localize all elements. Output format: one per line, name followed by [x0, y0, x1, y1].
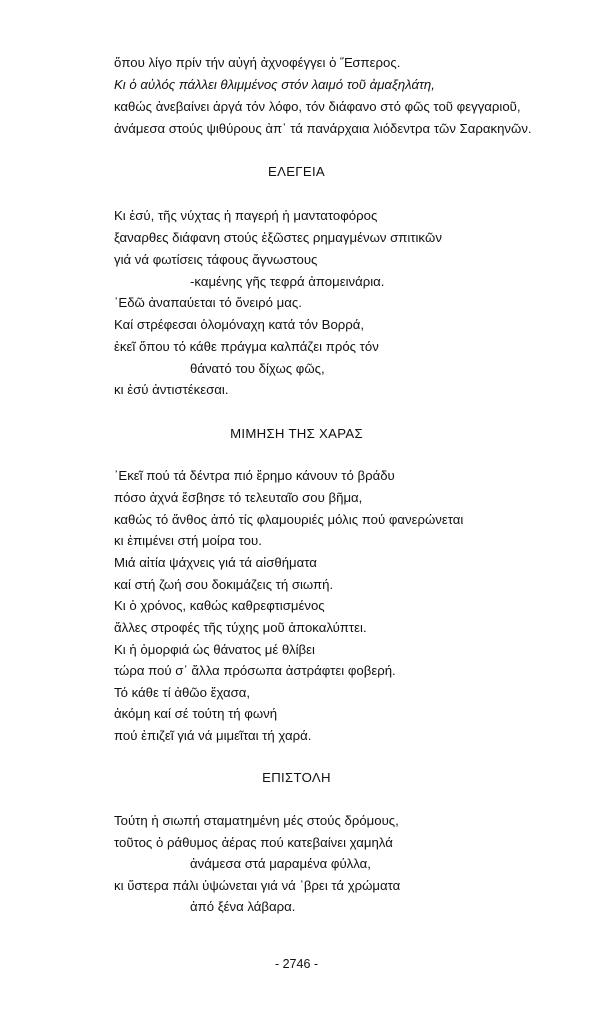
verse-line: κι ἐσύ ἀντιστέκεσαι. [114, 382, 229, 397]
poem-title: ΕΠΙΣΤΟΛΗ [262, 770, 331, 785]
poem-title: ΕΛΕΓΕΙΑ [267, 164, 326, 179]
verse-line: Κι ἐσύ, τῆς νύχτας ἡ παγερή ἡ μαντατοφόρος [114, 208, 378, 223]
verse-line: Κι ὁ αὐλός πάλλει θλιμμένος στόν λαιμό τοῦ ἀμαξηλάτη, [114, 77, 435, 92]
verse-line: κι ἐπιμένει στή μοίρα του. [114, 533, 262, 548]
verse-line: ᾿Εδῶ ἀναπαύεται τό ὄνειρό μας. [114, 295, 302, 310]
verse-line: Κι ὁ χρόνος, καθώς καθρεφτισμένος [114, 598, 325, 613]
verse-line: πού ἐπιζεῖ γιά νά μιμεῖται τή χαρά. [114, 728, 312, 743]
verse-line: τοῦτος ὁ ράθυμος ἀέρας πού κατεβαίνει χαμηλά [114, 835, 393, 850]
verse-line: ἀνάμεσα στά μαραμένα φύλλα, [190, 856, 371, 871]
poem-title: ΜΙΜΗΣΗ ΤΗΣ ΧΑΡΑΣ [230, 426, 363, 441]
verse-line: ξαναρθες διάφανη στούς ἐξῶστες ρημαγμένων σπιτικῶν [114, 230, 442, 245]
verse-line: γιά νά φωτίσεις τάφους ἄγνωστους [114, 252, 318, 267]
verse-line: πόσο ἀχνά ἔσβησε τό τελευταῖο σου βῆμα, [114, 490, 363, 505]
verse-line: Τό κάθε τί ἀθῶο ἔχασα, [114, 685, 251, 700]
page-number: - 2746 - [274, 957, 319, 971]
verse-line: καθώς τό ἄνθος ἀπό τίς φλαμουριές μόλις πού φανερώνεται [114, 512, 464, 527]
verse-line: ἐκεῖ ὅπου τό κάθε πράγμα καλπάζει πρός τόν [114, 339, 379, 354]
verse-line: Τούτη ἡ σιωπή σταματημένη μές στούς δρόμους, [114, 813, 399, 828]
verse-line: ἀπό ξένα λάβαρα. [190, 899, 296, 914]
verse-line: ᾿Εκεῖ πού τά δέντρα πιό ἔρημο κάνουν τό βράδυ [114, 468, 395, 483]
verse-line: ὅπου λίγο πρίν τήν αὐγή ἀχνοφέγγει ὁ Ἕσπερος. [114, 55, 401, 70]
verse-line: -καμένης γῆς τεφρά ἀπομεινάρια. [190, 274, 385, 289]
verse-line: καθώς ἀνεβαίνει ἀργά τόν λόφο, τόν διάφανο στό φῶς τοῦ φεγγαριοῦ, [114, 99, 521, 114]
verse-line: ἀκόμη καί σέ τούτη τή φωνή [114, 706, 278, 721]
verse-line: τώρα πού σ᾿ ἄλλα πρόσωπα ἀστράφτει φοβερή. [114, 663, 396, 678]
verse-line: θάνατό του δίχως φῶς, [190, 361, 325, 376]
verse-line: ἄλλες στροφές τῆς τύχης μοῦ ἀποκαλύπτει. [114, 620, 367, 635]
verse-line: Κι ἡ ὀμορφιά ὡς θάνατος μέ θλίβει [114, 642, 315, 657]
verse-line: ἀνάμεσα στούς ψιθύρους ἀπ᾿ τά πανάρχαια λιόδεντρα τῶν Σαρακηνῶν. [114, 121, 532, 136]
verse-line: Μιά αἰτία ψάχνεις γιά τά αἰσθήματα [114, 555, 317, 570]
verse-line: καί στή ζωή σου δοκιμάζεις τή σιωπή. [114, 577, 334, 592]
verse-line: κι ὕστερα πάλι ὑψώνεται γιά νά ᾿βρει τά χρώματα [114, 878, 401, 893]
verse-line: Καί στρέφεσαι ὁλομόναχη κατά τόν Βορρά, [114, 317, 365, 332]
